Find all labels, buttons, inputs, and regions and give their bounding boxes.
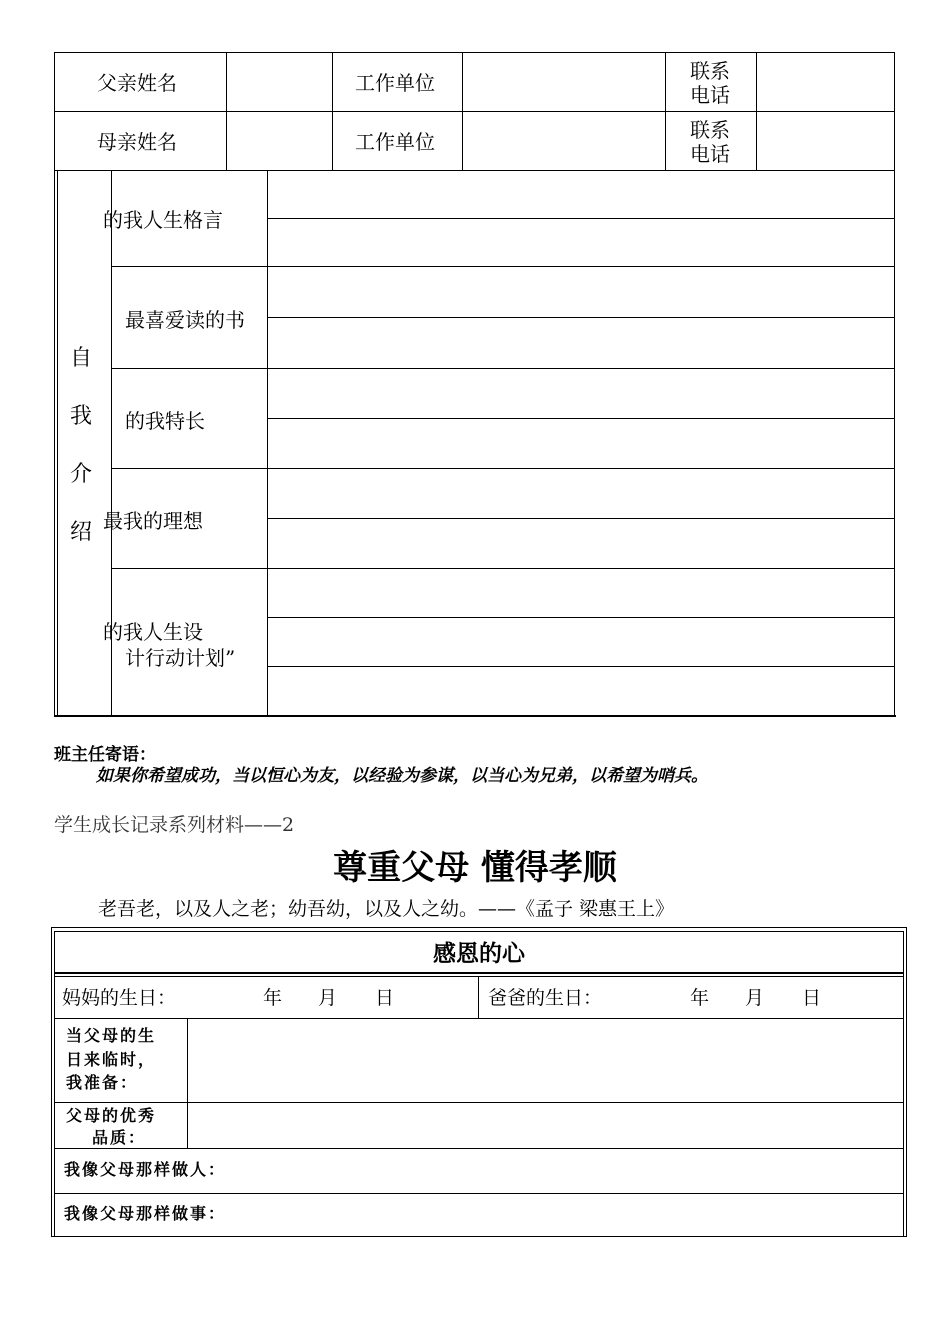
- table-border-left: [54, 52, 55, 717]
- col-divider: [267, 170, 268, 717]
- table-border-right: [906, 927, 907, 1237]
- table-border-top-inner: [54, 931, 904, 932]
- self-intro-char-2: 我: [70, 404, 93, 429]
- mother-name-label: 母亲姓名: [97, 130, 177, 154]
- col-divider: [462, 52, 463, 170]
- row-divider: [54, 972, 904, 974]
- col-divider: [332, 52, 333, 170]
- self-intro-char-3: 介: [70, 462, 93, 487]
- mom-birthday-day: 日: [375, 987, 395, 1009]
- ideal-label: 最我的理想: [103, 509, 203, 533]
- mother-phone-label-1: 联系: [690, 118, 730, 142]
- favorite-book-field[interactable]: [269, 268, 893, 366]
- quote: 老吾老，以及人之老；幼吾幼，以及人之幼。——《孟子 梁惠王上》: [98, 898, 675, 920]
- father-phone-label-1: 联系: [690, 59, 730, 83]
- plan-field[interactable]: [269, 570, 893, 714]
- section-title: 尊重父母 懂得孝顺: [333, 848, 617, 888]
- be-like-person-label: 我像父母那样做人：: [64, 1160, 227, 1179]
- row-divider: [54, 976, 904, 977]
- row-divider: [54, 1018, 904, 1019]
- prepare-label-3: 我准备：: [66, 1073, 139, 1092]
- dad-birthday-month: 月: [745, 987, 765, 1009]
- self-intro-char-4: 绍: [70, 520, 93, 545]
- row-divider: [54, 1193, 904, 1194]
- col-divider: [665, 52, 666, 170]
- row-divider: [54, 170, 894, 171]
- col-divider: [756, 52, 757, 170]
- dad-birthday-label: 爸爸的生日：: [488, 987, 603, 1009]
- mother-name-field[interactable]: [228, 113, 330, 169]
- section-divider: [111, 266, 894, 267]
- specialty-field[interactable]: [269, 370, 893, 466]
- father-work-unit-field[interactable]: [464, 54, 663, 110]
- col-divider: [478, 976, 479, 1018]
- mom-birthday-label: 妈妈的生日：: [62, 987, 177, 1009]
- specialty-label: 的我特长: [125, 409, 205, 433]
- mother-phone-field[interactable]: [758, 113, 892, 169]
- teacher-message-body: 如果你希望成功，当以恒心为友，以经验为参谋，以当心为兄弟，以希望为哨兵。: [96, 766, 708, 786]
- mom-birthday-year: 年: [263, 987, 283, 1009]
- father-work-unit-label: 工作单位: [355, 71, 435, 95]
- row-divider: [54, 1148, 904, 1149]
- father-name-label: 父亲姓名: [97, 71, 177, 95]
- ideal-field[interactable]: [269, 470, 893, 566]
- mother-phone-label-2: 电话: [690, 142, 730, 166]
- plan-label-line1: 的我人生设: [103, 620, 203, 644]
- section-divider: [111, 568, 894, 569]
- be-like-person-field[interactable]: [270, 1150, 900, 1192]
- father-phone-field[interactable]: [758, 54, 892, 110]
- table-border-left-inner: [57, 170, 58, 717]
- col-divider: [226, 52, 227, 170]
- motto-field[interactable]: [269, 172, 893, 264]
- quality-label-1: 父母的优秀: [66, 1106, 157, 1125]
- table-border-left: [51, 927, 52, 1237]
- dad-birthday-field[interactable]: [612, 980, 900, 1016]
- favorite-book-label: 最喜爱读的书: [125, 308, 245, 332]
- prepare-field[interactable]: [189, 1020, 901, 1100]
- mom-birthday-field[interactable]: [186, 980, 476, 1016]
- table-border-top: [51, 927, 907, 928]
- table-border-right: [894, 52, 895, 717]
- table-border-top: [54, 52, 894, 53]
- prepare-label-2: 日来临时，: [66, 1050, 157, 1069]
- mother-work-unit-label: 工作单位: [355, 130, 435, 154]
- series-label: 学生成长记录系列材料——2: [54, 814, 295, 836]
- do-like-things-field[interactable]: [270, 1195, 900, 1235]
- mother-work-unit-field[interactable]: [464, 113, 663, 169]
- col-divider: [187, 1018, 188, 1148]
- prepare-label-1: 当父母的生: [66, 1026, 157, 1045]
- mom-birthday-month: 月: [318, 987, 338, 1009]
- section-divider: [111, 468, 894, 469]
- quality-field[interactable]: [189, 1104, 901, 1146]
- motto-label: 的我人生格言: [103, 208, 223, 232]
- row-divider: [54, 111, 894, 112]
- table-border-bottom: [54, 715, 896, 717]
- dad-birthday-day: 日: [802, 987, 822, 1009]
- gratitude-title: 感恩的心: [433, 940, 525, 967]
- self-intro-char-1: 自: [70, 346, 93, 371]
- dad-birthday-year: 年: [690, 987, 710, 1009]
- table-border-bottom: [51, 1236, 907, 1237]
- father-phone-label-2: 电话: [690, 83, 730, 107]
- father-name-field[interactable]: [228, 54, 330, 110]
- plan-label-line2: 计行动计划”: [125, 646, 236, 670]
- do-like-things-label: 我像父母那样做事：: [64, 1204, 227, 1223]
- section-divider: [111, 368, 894, 369]
- quality-label-2: 品质：: [92, 1128, 147, 1147]
- teacher-message-title: 班主任寄语：: [54, 745, 156, 765]
- row-divider: [54, 1102, 904, 1103]
